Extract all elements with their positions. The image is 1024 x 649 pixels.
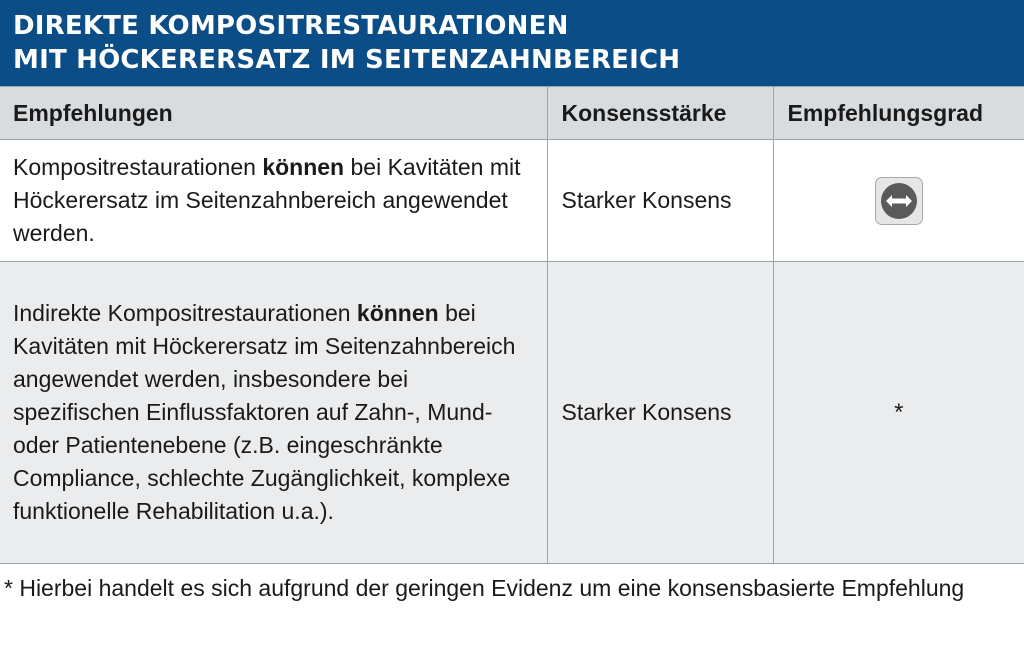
double-arrow-icon	[875, 177, 923, 225]
header-consensus: Konsensstärke	[547, 87, 773, 140]
recommendation-text-start: Indirekte Kompositrestaurationen	[13, 300, 357, 326]
grade-cell	[773, 140, 1024, 262]
consensus-value: Starker Konsens	[547, 262, 773, 564]
grade-cell	[773, 262, 1024, 564]
recommendation-emphasis: können	[262, 154, 345, 180]
recommendations-table	[0, 86, 1024, 564]
consensus-value: Starker Konsens	[547, 140, 773, 262]
recommendation-text	[0, 140, 547, 262]
header-grade: Empfehlungsgrad	[773, 87, 1024, 140]
table-row	[0, 140, 1024, 262]
grade-asterisk: *	[894, 399, 904, 426]
table-header-row	[0, 87, 1024, 140]
header-recommendations: Empfehlungen	[0, 87, 547, 140]
title-line-1: DIREKTE KOMPOSITRESTAURATIONEN	[13, 11, 569, 41]
recommendation-text	[0, 262, 547, 564]
title-line-2: MIT HÖCKERERSATZ IM SEITENZAHNBEREICH	[13, 45, 681, 75]
title-banner	[0, 0, 1024, 86]
recommendation-text-end: bei Kavitäten mit Höckerersatz im Seitenzahnbereich angewendet werden.	[13, 154, 521, 246]
footnote: * Hierbei handelt es sich aufgrund der geringen Evidenz um eine konsensbasierte Empfehlung	[4, 575, 965, 601]
recommendation-text-start: Kompositrestaurationen	[13, 154, 263, 180]
recommendation-emphasis: können	[356, 300, 439, 326]
table-row	[0, 262, 1024, 564]
recommendation-text-end: bei Kavitäten mit Höckerersatz im Seitenzahnbereich angewendet werden, insbesondere bei spezifischen Einflussfaktoren auf Zahn-, Mund- oder Patientenebene (z.B. eingeschränkte Compliance, schlechte Zugänglichkeit, komplexe funktionelle Rehabilitation u.a.).	[13, 300, 516, 524]
